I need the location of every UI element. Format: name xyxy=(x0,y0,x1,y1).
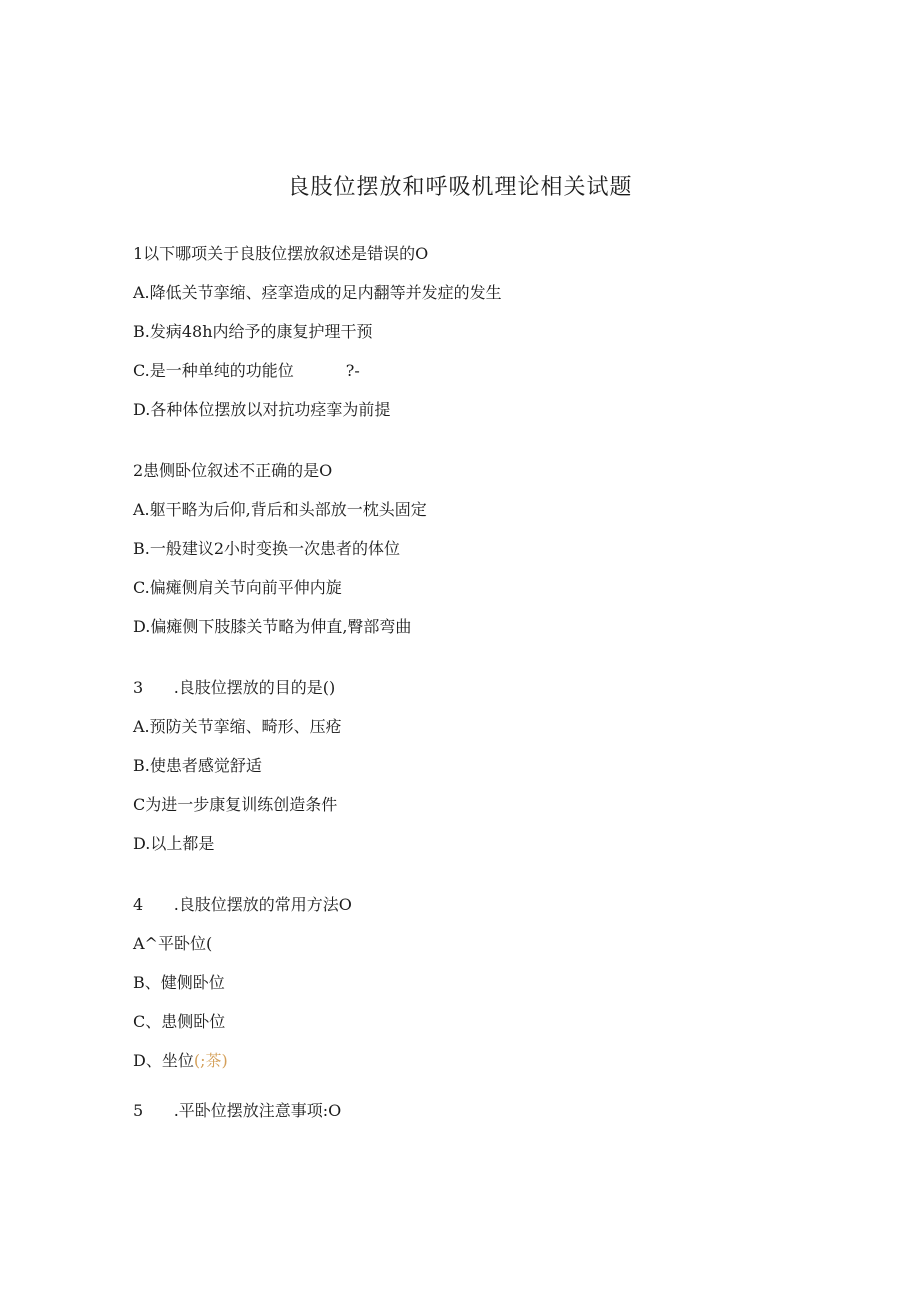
question-1-option-d: D.各种体位摆放以对抗功痉挛为前提 xyxy=(133,400,391,419)
question-3-stem xyxy=(133,678,335,698)
question-1-option-c-row xyxy=(133,361,360,381)
question-4-option-b: B、健侧卧位 xyxy=(133,973,225,992)
question-1-stem: 1以下哪项关于良肢位摆放叙述是错误的O xyxy=(133,244,429,263)
question-1-option-a: A.降低关节挛缩、痉挛造成的足内翻等并发症的发生 xyxy=(133,283,502,302)
question-4-option-d: D、坐位 xyxy=(133,1051,194,1070)
question-4-option-a: A^平卧位( xyxy=(133,934,213,953)
question-4-option-d-row xyxy=(133,1051,228,1071)
question-3-option-b: B.使患者感觉舒适 xyxy=(133,756,262,775)
question-2-option-c: C.偏瘫侧肩关节向前平伸内旋 xyxy=(133,578,342,597)
faint-watermark-text: (;茶) xyxy=(193,1051,228,1070)
question-3-option-c: C为进一步康复训练创造条件 xyxy=(133,795,338,814)
stray-mark: ?- xyxy=(345,361,360,380)
question-2-option-a: A.躯干略为后仰,背后和头部放一枕头固定 xyxy=(133,500,427,519)
question-1-option-c: C.是一种单纯的功能位 xyxy=(133,361,294,380)
question-2-option-d: D.偏瘫侧下肢膝关节略为伸直,臀部弯曲 xyxy=(133,617,412,636)
document-title: 良肢位摆放和呼吸机理论相关试题 xyxy=(287,175,633,200)
question-4-stem xyxy=(133,895,352,915)
question-2-stem: 2患侧卧位叙述不正确的是O xyxy=(133,461,333,480)
question-3-option-d: D.以上都是 xyxy=(133,834,215,853)
question-2-option-b: B.一般建议2小时变换一次患者的体位 xyxy=(133,539,401,558)
question-4-stem-text: 4 .良肢位摆放的常用方法O xyxy=(133,895,352,914)
question-4-option-c: C、患侧卧位 xyxy=(133,1012,226,1031)
question-5-stem-text: 5 .平卧位摆放注意事项:O xyxy=(133,1101,342,1120)
question-3-option-a: A.预防关节挛缩、畸形、压疮 xyxy=(133,717,342,736)
question-3-stem-text: 3 .良肢位摆放的目的是() xyxy=(133,678,336,697)
question-1-option-b: B.发病48h内给予的康复护理干预 xyxy=(133,322,373,341)
question-5-stem xyxy=(133,1101,341,1121)
